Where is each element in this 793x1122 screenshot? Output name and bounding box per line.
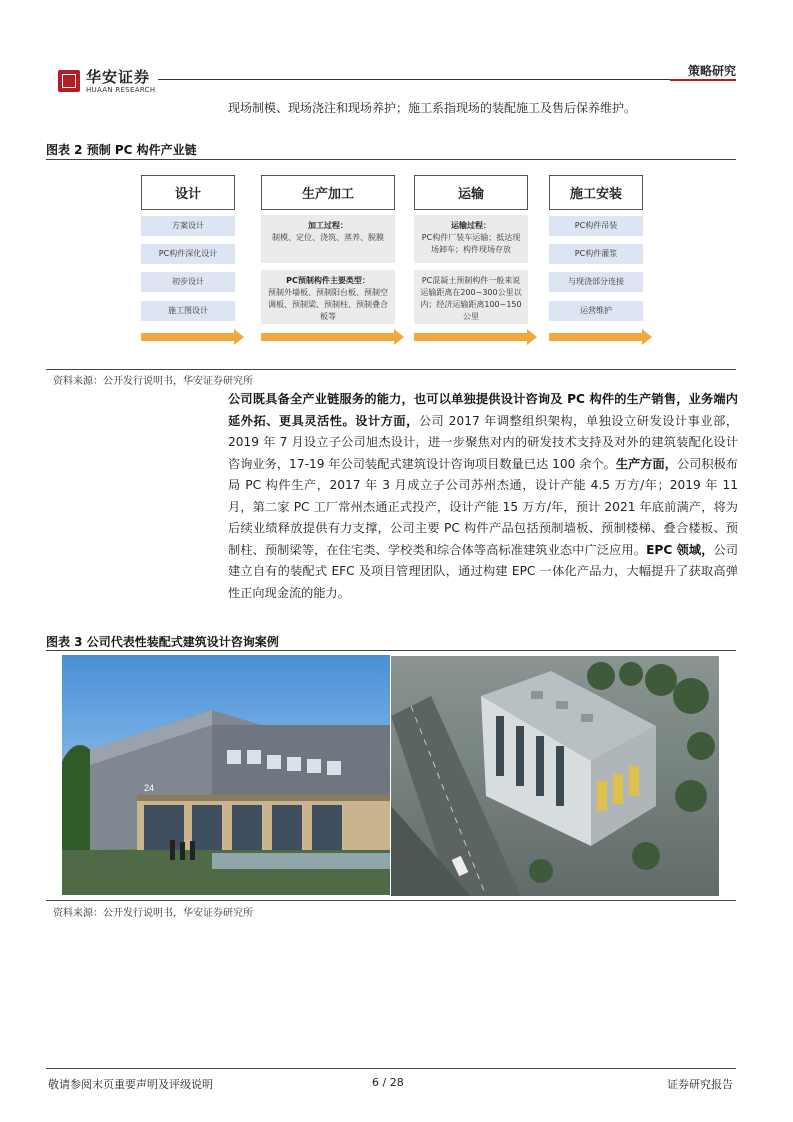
stage-design: 设计 — [141, 175, 235, 210]
aerial-building-illustration — [391, 656, 719, 896]
production-types-box — [261, 270, 395, 324]
production-process-box — [261, 215, 395, 263]
design-item: 方案设计 — [141, 216, 235, 236]
figure3-title: 图表 3 公司代表性装配式建筑设计咨询案例 — [46, 635, 279, 649]
page-number: 6 / 28 — [372, 1076, 404, 1089]
production-text: 公司积极布局 PC 构件生产，2017 年 3 月成立子公司苏州杰通，设计产能 4.5 万方/年；2019 年 11 月，第二家 PC 工厂常州杰通正式投产，设计产能 15 万方/年，预计 2021 年底前满产，将为后续业绩释放提供有力支撑，公司主要 PC 构件产品包括预制墙板、预制楼梯、叠合楼板、预制柱、预制梁等，在住宅类、学校类和综合体等高标准建筑业态中广泛应用。 — [228, 456, 738, 557]
install-item: PC构件吊装 — [549, 216, 643, 236]
aerial-building-rendering-image — [391, 656, 719, 896]
transport-process-title: 运输过程： — [451, 221, 491, 230]
figure3-source: 资料来源：公开发行说明书，华安证券研究所 — [53, 908, 253, 919]
arrow-installation — [549, 333, 643, 341]
production-process-title: 加工过程： — [308, 221, 348, 230]
epc-text: 公司建立自有的装配式 EFC 及项目管理团队，通过构建 EPC 一体化产品力，大幅提升了获取高弹性正向现金流的能力。 — [228, 542, 739, 600]
footer-disclaimer: 敬请参阅末页重要声明及评级说明 — [48, 1078, 213, 1091]
arrow-production — [261, 333, 395, 341]
transport-distance-text: PC混凝土预制构件一般来说运输距离在200~300公里以内；经济运输距离100~150公里 — [420, 276, 522, 321]
arrow-transport — [414, 333, 528, 341]
epc-bold: EPC 领域， — [646, 542, 714, 557]
production-types-title: PC预制构件主要类型： — [286, 276, 370, 285]
transport-distance-box — [414, 270, 528, 324]
body-paragraph — [228, 389, 738, 604]
stage-installation: 施工安装 — [549, 175, 643, 210]
carryover-text: 现场制模、现场浇注和现场养护；施工系指现场的装配施工及售后保养维护。 — [228, 101, 637, 115]
header-section: 策略研究 — [687, 64, 736, 78]
footer-report-type: 证券研究报告 — [667, 1078, 733, 1091]
figure3-top-rule — [46, 650, 736, 651]
production-types-text: 预制外墙板、预制阳台板、预制空调板、预制梁、预制柱、预制叠合板等 — [268, 288, 388, 321]
stage-production: 生产加工 — [261, 175, 395, 210]
footer-rule — [46, 1068, 736, 1069]
logo-en: HUAAN RESEARCH — [86, 86, 156, 94]
design-item: PC构件深化设计 — [141, 244, 235, 264]
stage-transport: 运输 — [414, 175, 528, 210]
header-accent-rule — [670, 79, 736, 81]
factory-rendering-image — [62, 655, 390, 895]
figure2-title: 图表 2 预制 PC 构件产业链 — [46, 143, 197, 157]
transport-process-box — [414, 215, 528, 263]
building-number: 24 — [144, 783, 155, 793]
lead-bold: 公司既具备全产业链服务的能力，也可以单独提供设计咨询及 PC 构件的生产销售，业务端内延外拓、更具灵活性。 — [228, 392, 738, 428]
production-process-text: 制模、定位、浇筑、蒸养、脱膜 — [272, 233, 384, 242]
install-item: PC构件灌浆 — [549, 244, 643, 264]
design-bold: 设计方面， — [355, 413, 419, 428]
figure2-source: 资料来源：公开发行说明书，华安证券研究所 — [53, 376, 253, 387]
arrow-design — [141, 333, 235, 341]
figure2-bottom-rule — [46, 369, 736, 370]
logo-seal-icon — [58, 70, 80, 92]
transport-process-text: PC构件厂装车运输；抵达现场卸车；构件现场存放 — [421, 233, 521, 254]
production-bold: 生产方面， — [615, 456, 677, 471]
install-item: 运营维护 — [549, 301, 643, 321]
figure3-bottom-rule — [46, 900, 736, 901]
design-text: 公司 2017 年调整组织架构，单独设立研发设计事业部，2019 年 7 月设立子公司旭杰设计，进一步聚焦对内的研发技术支持及对外的建筑装配化设计咨询业务，17-19 年公司装配式建筑设计咨询项目数量已达 100 余个。 — [228, 413, 739, 471]
factory-building-illustration — [62, 655, 390, 895]
logo-cn: 华安证券 — [86, 68, 151, 86]
header-rule — [158, 79, 736, 80]
install-item: 与现浇部分连接 — [549, 272, 643, 292]
design-item: 施工图设计 — [141, 301, 235, 321]
design-item: 初步设计 — [141, 272, 235, 292]
figure2-top-rule — [46, 159, 736, 160]
